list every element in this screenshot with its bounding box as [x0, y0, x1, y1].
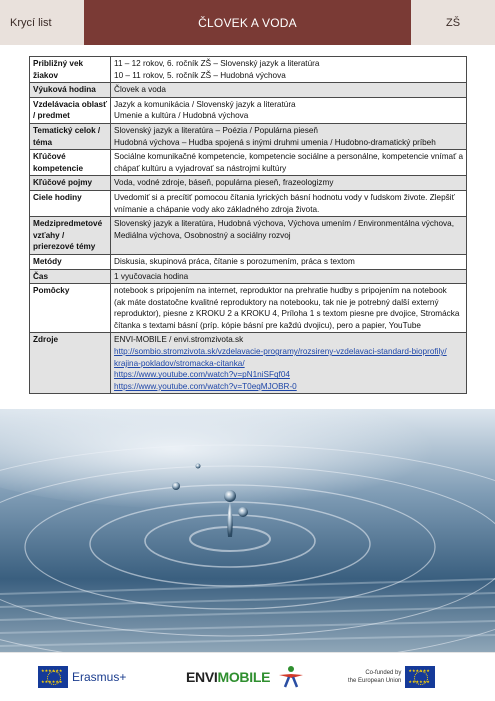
row-label: Kľúčové pojmy: [30, 176, 111, 191]
envimobile-logo: [186, 663, 306, 691]
row-value-line: Slovenský jazyk a literatúra – Poézia / Populárna pieseň: [114, 125, 318, 135]
row-value-line: chápať kultúru a vyjadrovať sa nástrojmi kultúry: [114, 163, 287, 173]
row-value-line: Voda, vodné zdroje, báseň, populárna pieseň, frazeologizmy: [114, 178, 334, 188]
row-label: Ciele hodiny: [30, 190, 111, 216]
table-row: [30, 150, 467, 176]
source-link[interactable]: krajina-pokladov/stromacka-citanka/: [114, 358, 245, 368]
erasmus-label: Erasmus+: [72, 670, 127, 684]
row-label: Čas: [30, 269, 111, 284]
row-value: [111, 217, 467, 255]
row-value: [111, 269, 467, 284]
eu-cofunded-logo: [348, 663, 435, 691]
lesson-info-table: [29, 56, 467, 394]
page-title: ČLOVEK A VODA: [84, 0, 411, 45]
row-value: [111, 123, 467, 149]
envi-label: ENVI: [186, 669, 218, 685]
table-row: [30, 123, 467, 149]
row-value-line: Jazyk a komunikácia / Slovenský jazyk a literatúra: [114, 99, 296, 109]
row-label: Medzipredmetové vzťahy / prierezové témy: [30, 217, 111, 255]
table-row: [30, 254, 467, 269]
row-value-line: vnímanie a chápanie vody ako základného zdroja života.: [114, 204, 320, 214]
row-value: [111, 284, 467, 333]
row-value: [111, 190, 467, 216]
table-row: [30, 83, 467, 98]
row-label: Pomôcky: [30, 284, 111, 333]
row-value: [111, 57, 467, 83]
row-value: [111, 333, 467, 394]
row-value-line: (ak máte dostatočne kvalitné reproduktory na notebooku, tak nie je potrebný další externý: [114, 297, 439, 307]
table-row: [30, 97, 467, 123]
row-value: [111, 97, 467, 123]
row-value-line: Mediálna výchova, Osobnostný a sociálny rozvoj: [114, 230, 291, 240]
eu-flag-icon: [405, 666, 435, 688]
row-value-line: Sociálne komunikačné kompetencie, kompetencie sociálne a personálne, kompetencie vnímať a: [114, 152, 463, 162]
header-school-level: ZŠ: [411, 0, 495, 45]
row-value: [111, 83, 467, 98]
source-link[interactable]: http://sombio.stromzivota.sk/vzdelavacie-programy/rozsireny-vzdelavaci-standard-bioprofily/: [114, 347, 447, 357]
row-value-line: 10 – 11 rokov, 5. ročník ZŠ – Hudobná výchova: [114, 70, 286, 80]
row-value-line: reproduktor), piesne z KROKU 2 a KROKU 4, Príloha 1 s textom piesne pre dvojice, Stromácka: [114, 309, 460, 319]
row-label: Približný vek žiakov: [30, 57, 111, 83]
page-footer: [0, 652, 495, 701]
row-value-line: čítanka s textami básní (príp. kópie básní pre každú dvojicu), pero a papier, YouTube: [114, 320, 421, 330]
table-row: [30, 176, 467, 191]
row-value-line: Slovenský jazyk a literatúra, Hudobná výchova, Výchova umením / Environmentálna výchova,: [114, 219, 454, 229]
page-header: [0, 0, 495, 45]
row-value: [111, 150, 467, 176]
mobile-label: MOBILE: [217, 669, 271, 685]
eu-flag-icon: [38, 666, 68, 688]
row-label: Metódy: [30, 254, 111, 269]
cofund-line-2: the European Union: [348, 678, 402, 684]
table-row: [30, 217, 467, 255]
row-label: Vzdelávacia oblasť / predmet: [30, 97, 111, 123]
table-row: [30, 333, 467, 394]
row-value: [111, 254, 467, 269]
envimobile-figure-icon: [276, 665, 306, 689]
source-link[interactable]: https://www.youtube.com/watch?v=T0eqMJOBR-0: [114, 381, 297, 391]
row-label: Tematický celok / téma: [30, 123, 111, 149]
header-section-label: Krycí list: [0, 0, 84, 45]
table-row: [30, 269, 467, 284]
row-label: Zdroje: [30, 333, 111, 394]
erasmus-logo: [38, 663, 126, 691]
cofund-line-1: Co-funded by: [365, 670, 402, 676]
table-row: [30, 190, 467, 216]
table-row: [30, 284, 467, 333]
water-drop-icon: [0, 409, 495, 652]
water-drop-photo: [0, 409, 495, 652]
row-value-line: Umenie a kultúra / Hudobná výchova: [114, 111, 249, 121]
row-value-line: Diskusia, skupinová práca, čítanie s porozumením, práca s textom: [114, 256, 355, 266]
row-value-line: 1 vyučovacia hodina: [114, 271, 189, 281]
table-row: [30, 57, 467, 83]
row-label: Kľúčové kompetencie: [30, 150, 111, 176]
row-value: [111, 176, 467, 191]
row-value-line: ENVI-MOBILE / envi.stromzivota.sk: [114, 335, 244, 345]
source-link[interactable]: https://www.youtube.com/watch?v=pN1niSFqf04: [114, 370, 290, 380]
row-value-line: Uvedomiť si a precítiť pomocou čítania lyrických básní hodnotu vody v ľudskom živote. Zlepšiť: [114, 192, 455, 202]
row-label: Výuková hodina: [30, 83, 111, 98]
row-value-line: 11 – 12 rokov, 6. ročník ZŠ – Slovenský jazyk a literatúra: [114, 59, 320, 68]
row-value-line: Človek a voda: [114, 85, 166, 95]
row-value-line: Hudobná výchova – Hudba spojená s inými druhmi umenia / Hudobno-dramatický príbeh: [114, 137, 436, 147]
row-value-line: notebook s pripojením na internet, reproduktor na prehratie hudby s pripojením na notebook: [114, 286, 447, 296]
